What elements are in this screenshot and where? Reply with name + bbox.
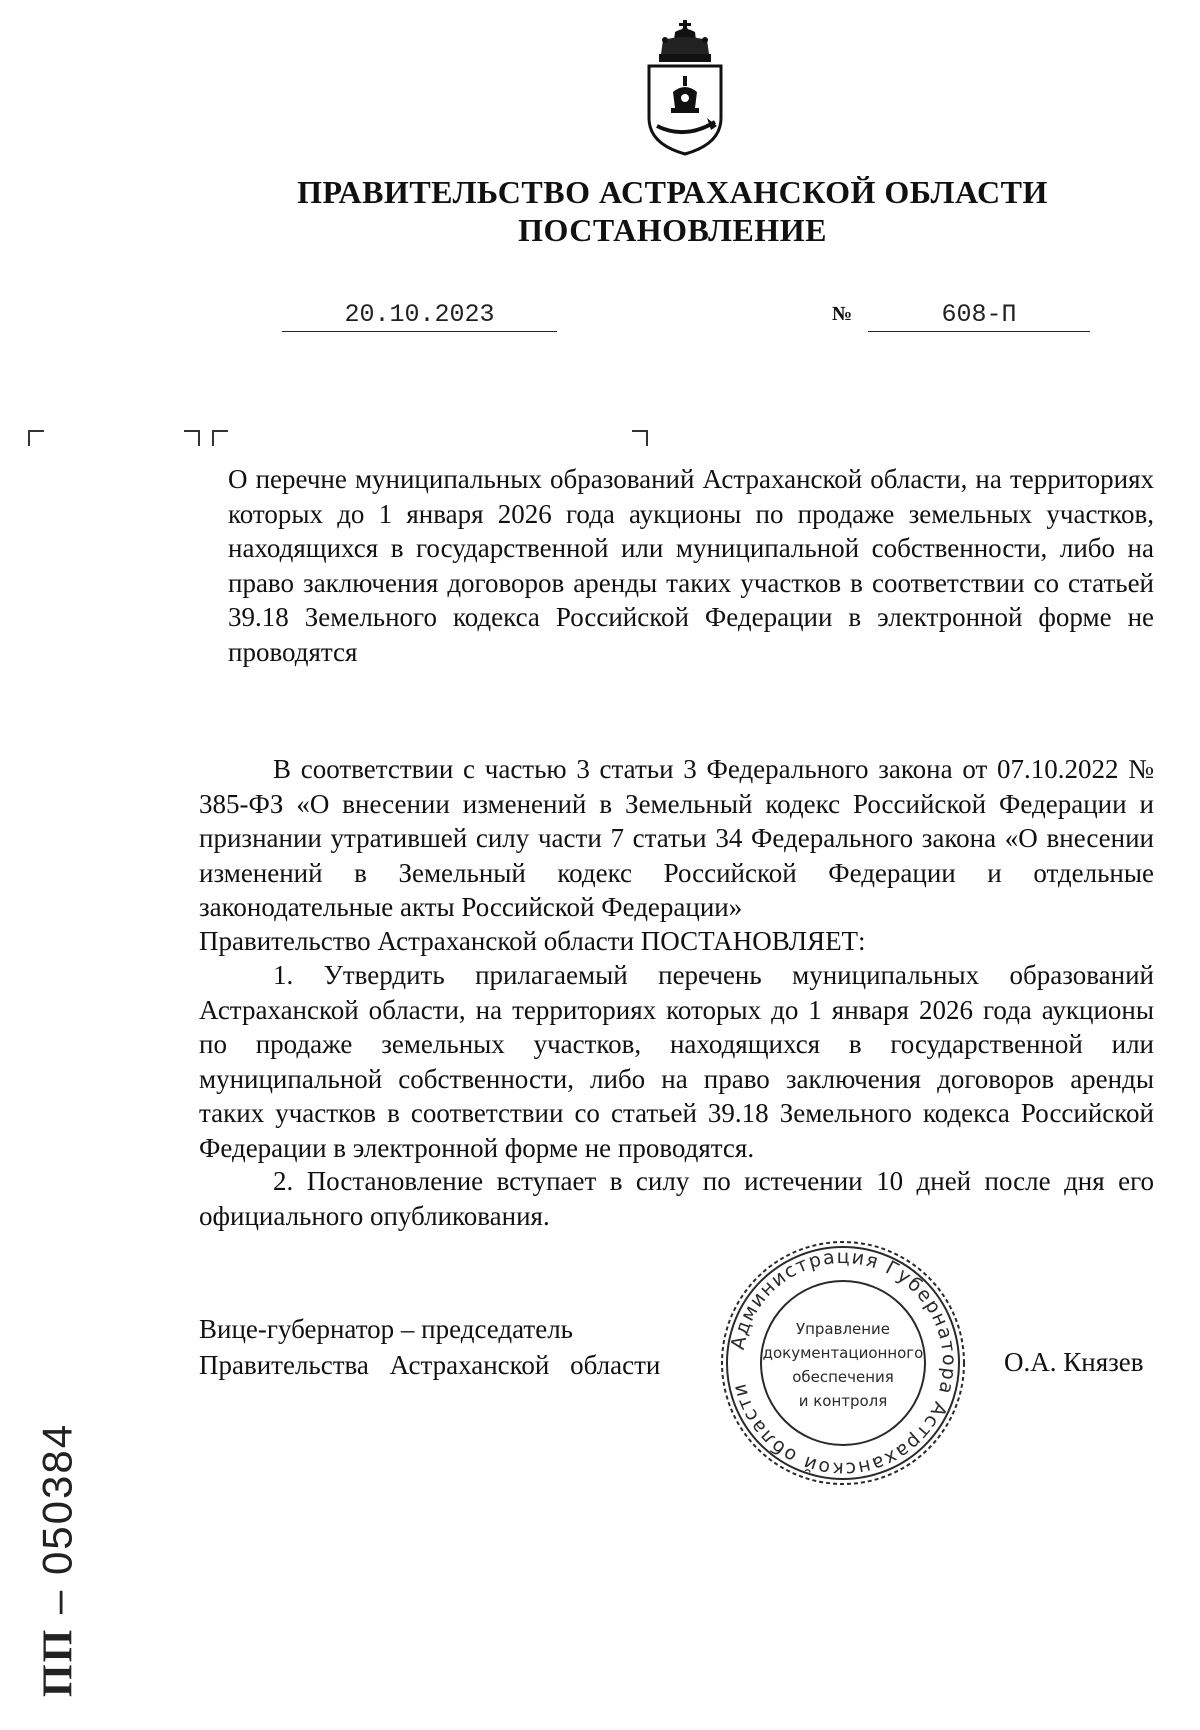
margin-corner-mark	[28, 430, 44, 446]
resolution-item-1: 1. Утвердить прилагаемый перечень муниципальных образований Астраханской области, на территориях которых до 1 января 2026 года аукционы по продаже земельных участков, находящихся в государственной или муниципальной собственности, либо на право заключения договоров аренды таких участков в соответствии со статьей 39.18 Земельного кодекса Российской Федерации в электронной форме не проводятся.	[199, 960, 1154, 1163]
stamp-outer-text: Администрация Губернатора Астраханской области	[726, 1245, 961, 1481]
signer-position-line-2: Правительства Астраханской области	[199, 1350, 661, 1380]
form-serial-prefix: ПП	[35, 1627, 82, 1698]
preamble-paragraph: В соответствии с частью 3 статьи 3 Федерального закона от 07.10.2022 № 385-ФЗ «О внесении изменений в Земельный кодекс Российской Федерации и признании утратившей силу части 7 статьи 34 Федерального закона «О внесении изменений в Земельный кодекс Российской Федерации и отдельные законодательные акты Российской Федерации»	[199, 754, 1154, 922]
signer-position	[199, 1311, 660, 1383]
coat-of-arms-icon	[635, 18, 735, 158]
stamp-inner-line-4: и контроля	[798, 1392, 888, 1410]
signer-name: О.А. Князев	[1004, 1347, 1144, 1377]
resolution-item-2: 2. Постановление вступает в силу по истечении 10 дней после дня его официального опубликования.	[199, 1166, 1154, 1231]
document-date: 20.10.2023	[282, 300, 557, 332]
official-stamp-seal	[718, 1238, 968, 1488]
title-corner-mark-left-end	[184, 430, 200, 446]
government-title: ПРАВИТЕЛЬСТВО АСТРАХАНСКОЙ ОБЛАСТИ	[297, 174, 1048, 210]
document-type: ПОСТАНОВЛЕНИЕ	[518, 212, 827, 248]
form-serial-number	[28, 1390, 88, 1730]
title-corner-mark-start	[212, 430, 228, 446]
form-serial-digits: 050384	[33, 1422, 81, 1576]
stamp-inner-line-1: Управление	[795, 1320, 891, 1338]
signer-position-line-1: Вице-губернатор – председатель	[199, 1314, 573, 1344]
stamp-inner-line-2: документационного	[762, 1344, 924, 1362]
number-sign: №	[832, 303, 853, 325]
document-number: 608-П	[868, 300, 1090, 332]
title-corner-mark-end	[632, 430, 648, 446]
resolution-line: Правительство Астраханской области ПОСТАНОВЛЯЕТ:	[199, 926, 866, 956]
subject-title: О перечне муниципальных образований Астраханской области, на территориях которых до 1 января 2026 года аукционы по продаже земельных участков, находящихся в государственной или муниципальной собственности, либо на право заключения договоров аренды таких участков в соответствии со статьей 39.18 Земельного кодекса Российской Федерации в электронной форме не проводятся	[228, 464, 1154, 667]
stamp-inner-line-3: обеспечения	[792, 1368, 894, 1386]
form-serial-dash: –	[33, 1588, 81, 1615]
